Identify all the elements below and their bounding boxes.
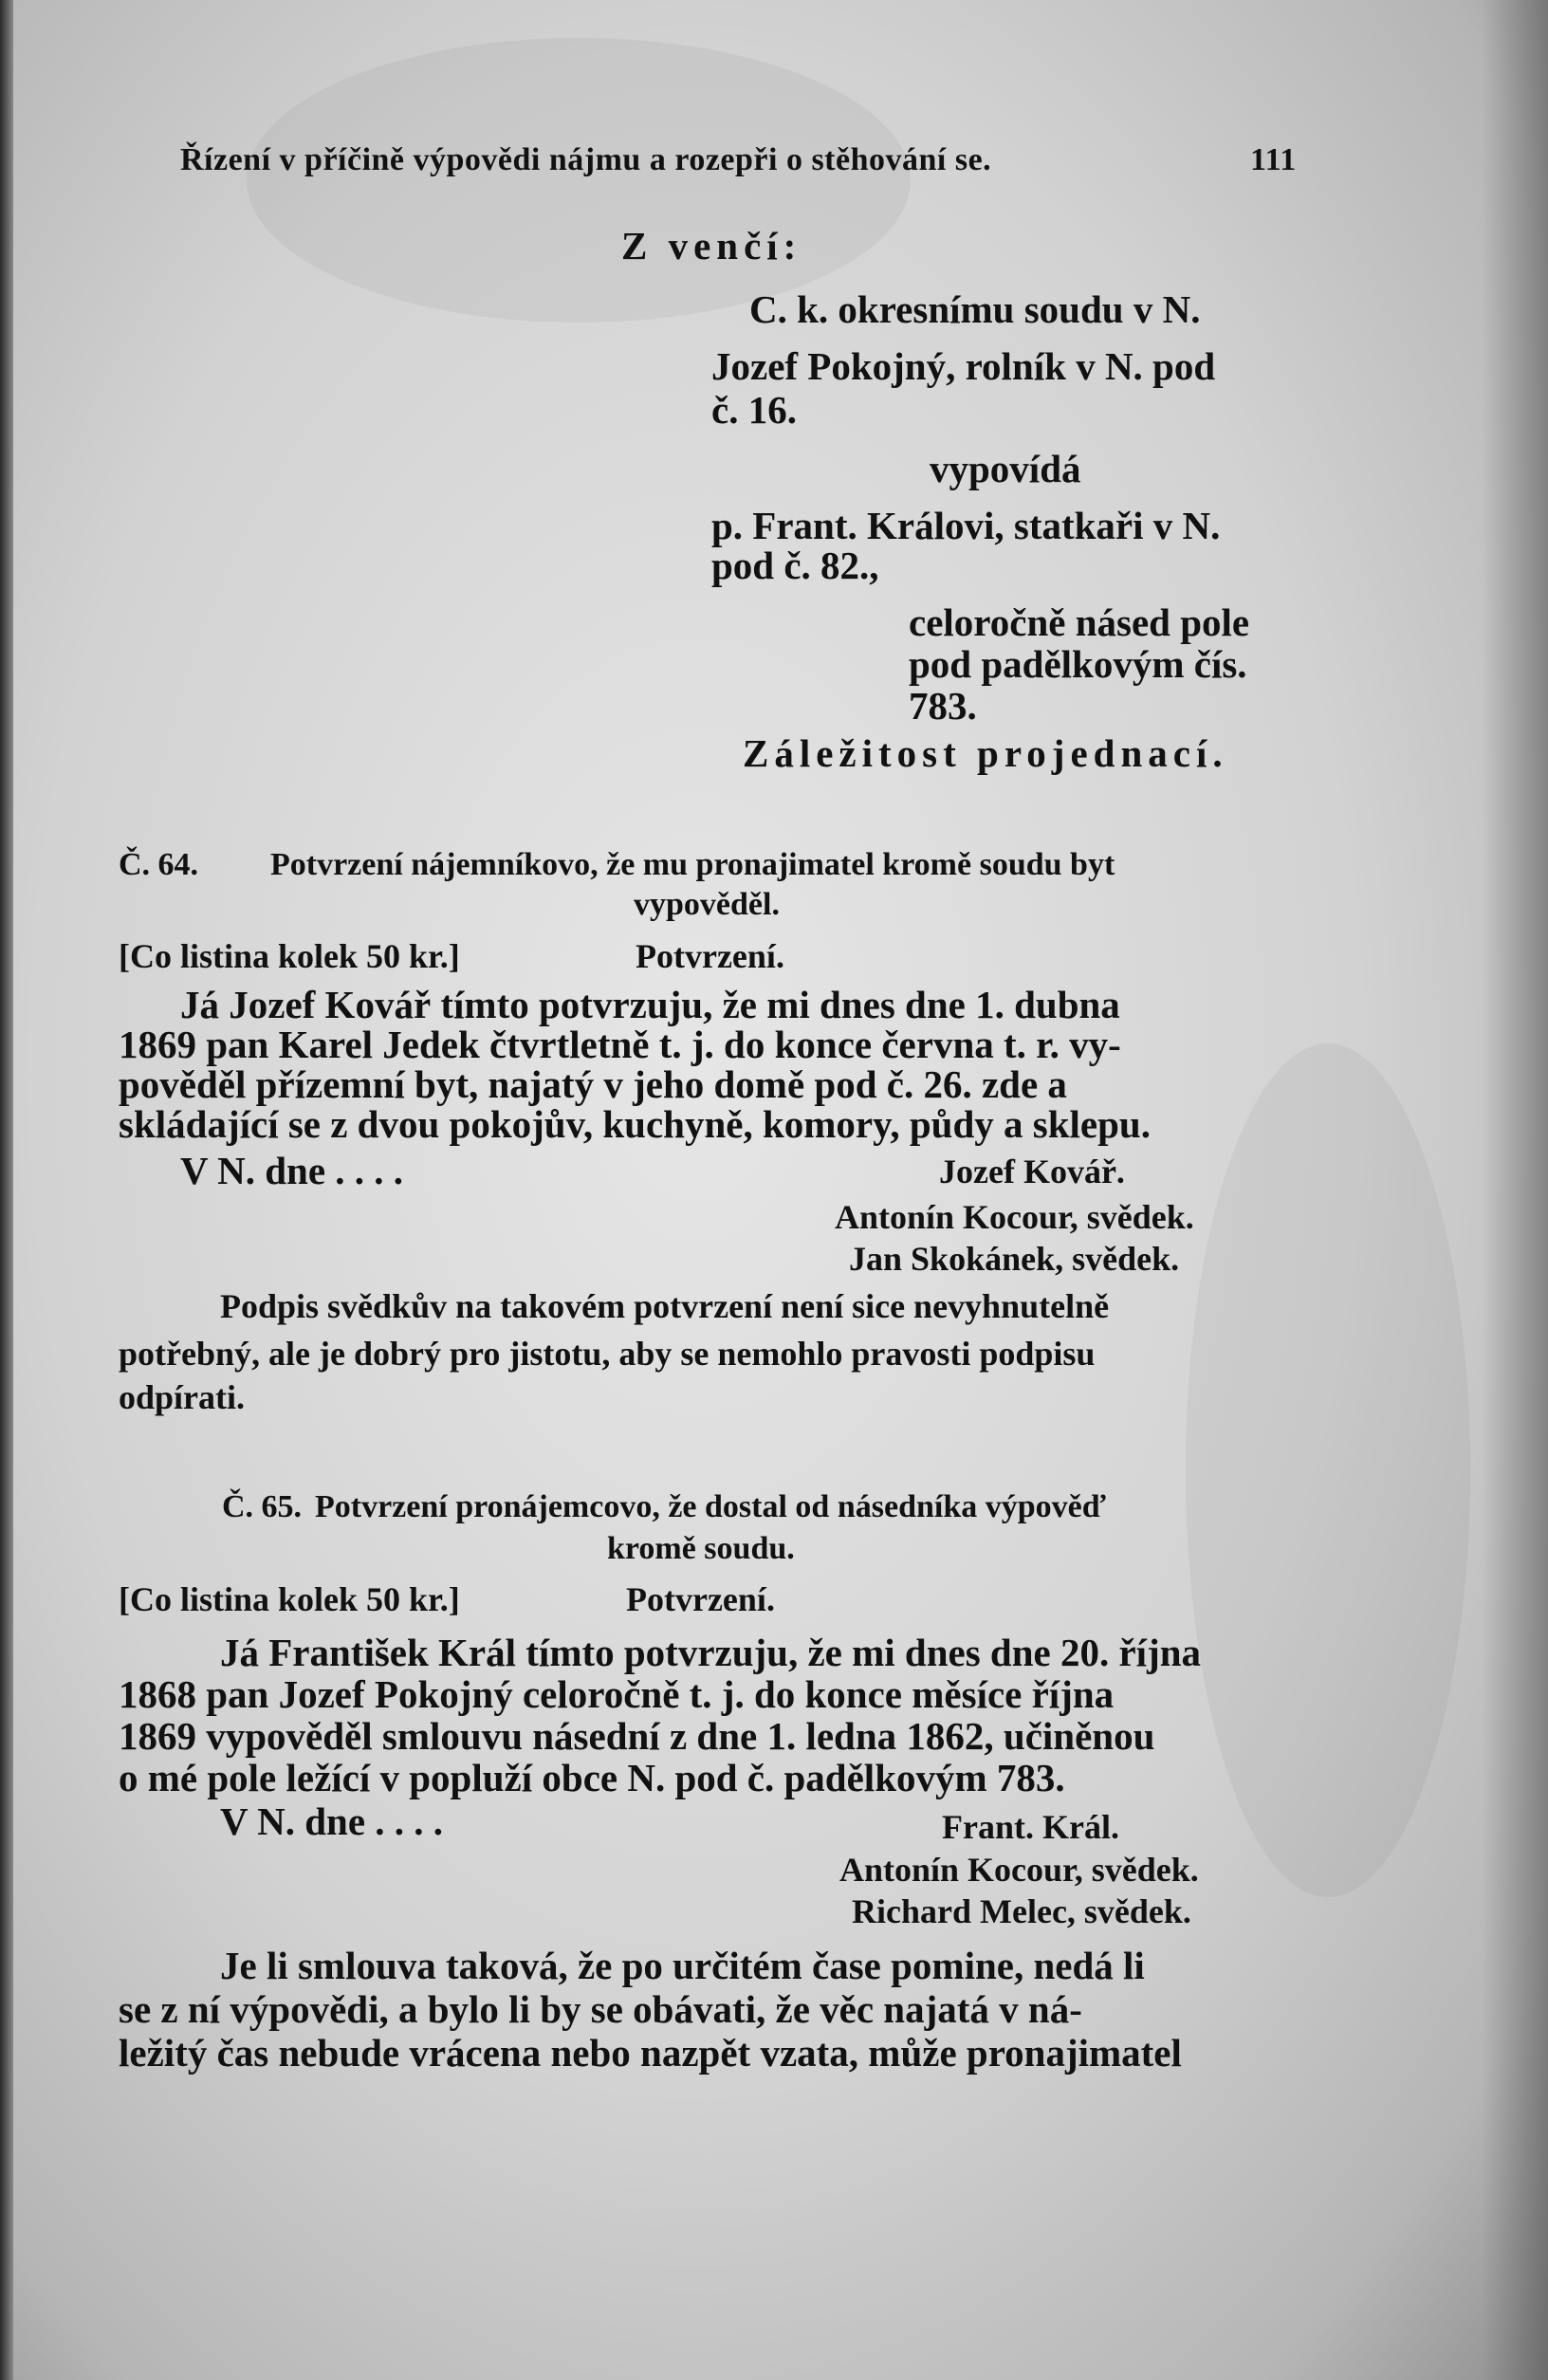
- form65-note-line: se z ní výpovědi, a bylo li by se obávati, že věc najatá v ná-: [119, 1987, 1082, 2031]
- form64-signature: Jan Skokánek, svědek.: [849, 1240, 1180, 1278]
- outside-label: Z venčí:: [621, 224, 802, 268]
- page-binding-shadow: [0, 0, 13, 2380]
- form65-note-line: ležitý čas nebude vrácena nebo nazpět vzata, může pronajimatel: [119, 2031, 1182, 2075]
- form65-title-line1: Potvrzení pronájemcovo, že dostal od násedníka výpověď: [315, 1489, 1106, 1524]
- form65-doc-title: Potvrzení.: [626, 1580, 775, 1618]
- object-line2: pod padělkovým čís.: [909, 642, 1247, 686]
- form64-doc-title: Potvrzení.: [636, 937, 784, 975]
- party2-line2: pod č. 82.,: [711, 544, 879, 587]
- form64-title-line2: vypověděl.: [634, 887, 780, 922]
- page-number: 111: [1250, 142, 1297, 177]
- form65-text-line: o mé pole ležící v popluží obce N. pod č. padělkovým 783.: [119, 1756, 1065, 1799]
- party1-line1: Jozef Pokojný, rolník v N. pod: [711, 344, 1216, 388]
- form65-place-date: V N. dne . . . .: [220, 1799, 444, 1843]
- page-edge-shadow: [1482, 0, 1548, 2380]
- court-line: C. k. okresnímu soudu v N.: [749, 287, 1201, 331]
- form64-signature: Antonín Kocour, svědek.: [835, 1198, 1194, 1236]
- form65-title-line2: kromě soudu.: [607, 1531, 795, 1566]
- form65-note-line: Je li smlouva taková, že po určitém čase pomine, nedá li: [220, 1944, 1145, 1987]
- form64-number: Č. 64.: [119, 847, 199, 882]
- party2-line1: p. Frant. Královi, statkaři v N.: [711, 504, 1221, 547]
- form65-signature: Antonín Kocour, svědek.: [839, 1851, 1199, 1889]
- form64-text-line: skládající se z dvou pokojův, kuchyně, komory, půdy a sklepu.: [119, 1102, 1151, 1146]
- form64-note-line: potřebný, ale je dobrý pro jistotu, aby se nemohlo pravosti podpisu: [119, 1335, 1096, 1373]
- matter-line: Záležitost projednací.: [743, 731, 1228, 775]
- form64-place-date: V N. dne . . . .: [180, 1149, 404, 1192]
- form64-note-line: odpírati.: [119, 1378, 246, 1416]
- form64-stamp-note: [Co listina kolek 50 kr.]: [119, 937, 460, 975]
- object-line3: 783.: [909, 684, 977, 728]
- form64-signature: Jozef Kovář.: [939, 1153, 1125, 1190]
- form64-title-line1: Potvrzení nájemníkovo, že mu pronajimatel kromě soudu byt: [270, 847, 1115, 882]
- form64-text-line: Já Jozef Kovář tímto potvrzuju, že mi dnes dne 1. dubna: [180, 983, 1120, 1026]
- party1-line2: č. 16.: [711, 388, 797, 432]
- form64-text-line: 1869 pan Karel Jedek čtvrtletně t. j. do konce června t. r. vy-: [119, 1023, 1121, 1066]
- form65-text-line: 1869 vypověděl smlouvu násední z dne 1. ledna 1862, učiněnou: [119, 1714, 1155, 1758]
- paper-stain: [247, 38, 911, 323]
- verb-line: vypovídá: [930, 447, 1081, 490]
- form64-note-line: Podpis svědkův na takovém potvrzení není sice nevyhnutelně: [220, 1287, 1110, 1325]
- running-head-title: Řízení v příčině výpovědi nájmu a rozepři o stěhování se.: [180, 142, 992, 177]
- form65-text-line: 1868 pan Jozef Pokojný celoročně t. j. do konce měsíce října: [119, 1672, 1115, 1716]
- object-line1: celoročně násed pole: [909, 600, 1250, 644]
- paper-stain: [1186, 1043, 1470, 1897]
- form64-text-line: pověděl přízemní byt, najatý v jeho domě pod č. 26. zde a: [119, 1062, 1067, 1106]
- form65-stamp-note: [Co listina kolek 50 kr.]: [119, 1580, 460, 1618]
- form65-signature: Richard Melec, svědek.: [852, 1892, 1191, 1930]
- form65-text-line: Já František Král tímto potvrzuju, že mi dnes dne 20. října: [220, 1631, 1202, 1674]
- form65-signature: Frant. Král.: [942, 1808, 1119, 1846]
- form65-number: Č. 65.: [222, 1489, 303, 1524]
